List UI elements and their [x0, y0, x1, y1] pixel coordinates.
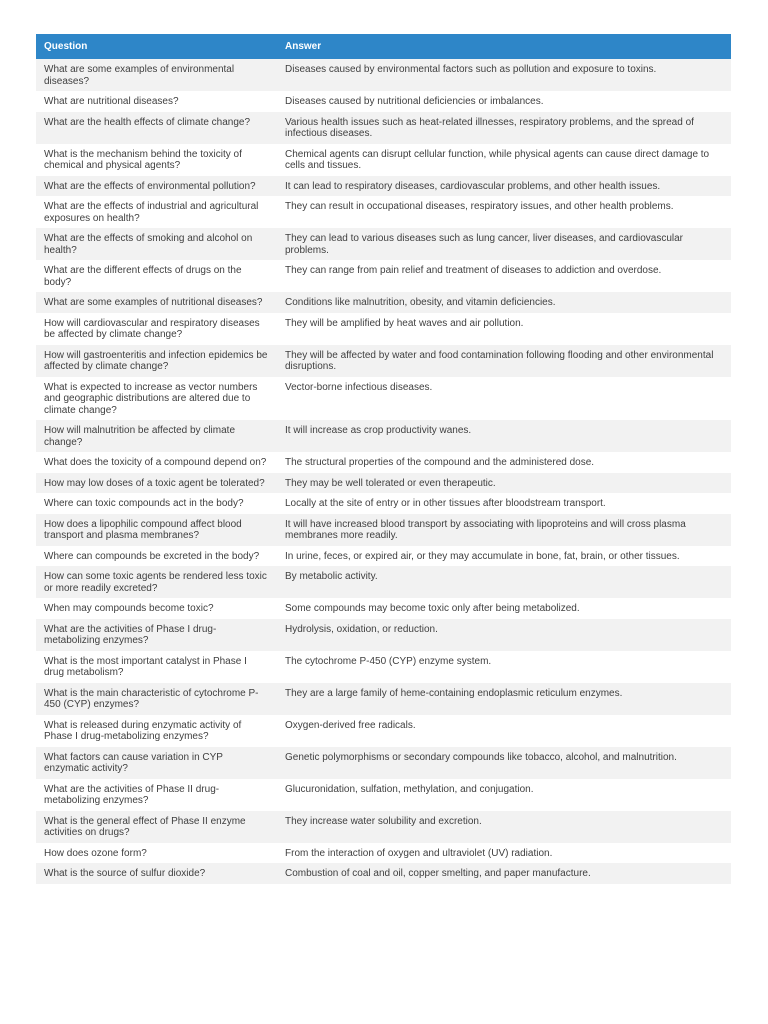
table-row [36, 260, 731, 292]
answer-cell: Various health issues such as heat-related illnesses, respiratory problems, and the spread of infectious diseases. [277, 112, 731, 144]
answer-cell: Some compounds may become toxic only after being metabolized. [277, 598, 731, 619]
answer-cell: Genetic polymorphisms or secondary compounds like tobacco, alcohol, and malnutrition. [277, 747, 731, 779]
question-cell: What is the most important catalyst in Phase I drug metabolism? [36, 651, 277, 683]
answer-cell: Oxygen-derived free radicals. [277, 715, 731, 747]
answer-cell: They are a large family of heme-containing endoplasmic reticulum enzymes. [277, 683, 731, 715]
answer-cell: It can lead to respiratory diseases, cardiovascular problems, and other health issues. [277, 176, 731, 197]
table-row [36, 473, 731, 494]
question-cell: What is released during enzymatic activity of Phase I drug-metabolizing enzymes? [36, 715, 277, 747]
table-row [36, 747, 731, 779]
answer-cell: Glucuronidation, sulfation, methylation, and conjugation. [277, 779, 731, 811]
table-row [36, 493, 731, 514]
table-row [36, 598, 731, 619]
question-cell: How does a lipophilic compound affect blood transport and plasma membranes? [36, 514, 277, 546]
answer-cell: They can result in occupational diseases, respiratory issues, and other health problems. [277, 196, 731, 228]
answer-cell: They can lead to various diseases such as lung cancer, liver diseases, and cardiovascular problems. [277, 228, 731, 260]
table-row [36, 59, 731, 91]
question-cell: What is the main characteristic of cytochrome P-450 (CYP) enzymes? [36, 683, 277, 715]
answer-cell: Diseases caused by nutritional deficiencies or imbalances. [277, 91, 731, 112]
question-cell: What are the activities of Phase I drug-metabolizing enzymes? [36, 619, 277, 651]
question-cell: How will cardiovascular and respiratory diseases be affected by climate change? [36, 313, 277, 345]
question-cell: What is the mechanism behind the toxicity of chemical and physical agents? [36, 144, 277, 176]
question-cell: What are some examples of nutritional diseases? [36, 292, 277, 313]
table-row [36, 651, 731, 683]
question-cell: What are the effects of environmental pollution? [36, 176, 277, 197]
answer-cell: They can range from pain relief and treatment of diseases to addiction and overdose. [277, 260, 731, 292]
answer-cell: In urine, feces, or expired air, or they may accumulate in bone, fat, brain, or other tissues. [277, 546, 731, 567]
table-row [36, 566, 731, 598]
answer-cell: They will be affected by water and food contamination following flooding and other environmental disruptions. [277, 345, 731, 377]
answer-cell: Combustion of coal and oil, copper smelting, and paper manufacture. [277, 863, 731, 884]
answer-cell: They increase water solubility and excretion. [277, 811, 731, 843]
table-row [36, 811, 731, 843]
question-cell: How will gastroenteritis and infection epidemics be affected by climate change? [36, 345, 277, 377]
table-row [36, 91, 731, 112]
answer-cell: They may be well tolerated or even therapeutic. [277, 473, 731, 494]
answer-column-header: Answer [277, 34, 731, 59]
question-cell: How will malnutrition be affected by climate change? [36, 420, 277, 452]
table-row [36, 345, 731, 377]
answer-cell: Vector-borne infectious diseases. [277, 377, 731, 421]
table-row [36, 514, 731, 546]
table-row [36, 313, 731, 345]
table-row [36, 843, 731, 864]
answer-cell: Chemical agents can disrupt cellular function, while physical agents can cause direct damage to cells and tissues. [277, 144, 731, 176]
table-row [36, 452, 731, 473]
question-cell: How may low doses of a toxic agent be tolerated? [36, 473, 277, 494]
answer-cell: They will be amplified by heat waves and air pollution. [277, 313, 731, 345]
table-row [36, 176, 731, 197]
answer-cell: The cytochrome P-450 (CYP) enzyme system. [277, 651, 731, 683]
table-row [36, 377, 731, 421]
question-cell: What factors can cause variation in CYP enzymatic activity? [36, 747, 277, 779]
table-row [36, 546, 731, 567]
table-row [36, 715, 731, 747]
answer-cell: Locally at the site of entry or in other tissues after bloodstream transport. [277, 493, 731, 514]
table-body [36, 59, 731, 884]
question-cell: Where can compounds be excreted in the body? [36, 546, 277, 567]
table-header-row [36, 34, 731, 59]
question-cell: How does ozone form? [36, 843, 277, 864]
answer-cell: From the interaction of oxygen and ultraviolet (UV) radiation. [277, 843, 731, 864]
qa-table [36, 34, 731, 884]
answer-cell: Conditions like malnutrition, obesity, and vitamin deficiencies. [277, 292, 731, 313]
table-row [36, 420, 731, 452]
question-cell: What is expected to increase as vector numbers and geographic distributions are altered due to climate change? [36, 377, 277, 421]
question-cell: What are the activities of Phase II drug-metabolizing enzymes? [36, 779, 277, 811]
question-cell: What are the effects of industrial and agricultural exposures on health? [36, 196, 277, 228]
answer-cell: By metabolic activity. [277, 566, 731, 598]
table-row [36, 619, 731, 651]
table-row [36, 196, 731, 228]
question-cell: What is the general effect of Phase II enzyme activities on drugs? [36, 811, 277, 843]
answer-cell: Hydrolysis, oxidation, or reduction. [277, 619, 731, 651]
table-row [36, 292, 731, 313]
question-column-header: Question [36, 34, 277, 59]
question-cell: What are the health effects of climate change? [36, 112, 277, 144]
answer-cell: It will increase as crop productivity wanes. [277, 420, 731, 452]
question-cell: What are the effects of smoking and alcohol on health? [36, 228, 277, 260]
question-cell: Where can toxic compounds act in the body? [36, 493, 277, 514]
question-cell: What are the different effects of drugs on the body? [36, 260, 277, 292]
question-cell: What are some examples of environmental diseases? [36, 59, 277, 91]
table-row [36, 863, 731, 884]
question-cell: What are nutritional diseases? [36, 91, 277, 112]
question-cell: When may compounds become toxic? [36, 598, 277, 619]
question-cell: What does the toxicity of a compound depend on? [36, 452, 277, 473]
answer-cell: The structural properties of the compound and the administered dose. [277, 452, 731, 473]
question-cell: What is the source of sulfur dioxide? [36, 863, 277, 884]
table-row [36, 683, 731, 715]
answer-cell: Diseases caused by environmental factors such as pollution and exposure to toxins. [277, 59, 731, 91]
table-row [36, 112, 731, 144]
table-row [36, 144, 731, 176]
table-row [36, 779, 731, 811]
answer-cell: It will have increased blood transport by associating with lipoproteins and will cross plasma membranes more readily. [277, 514, 731, 546]
question-cell: How can some toxic agents be rendered less toxic or more readily excreted? [36, 566, 277, 598]
table-row [36, 228, 731, 260]
